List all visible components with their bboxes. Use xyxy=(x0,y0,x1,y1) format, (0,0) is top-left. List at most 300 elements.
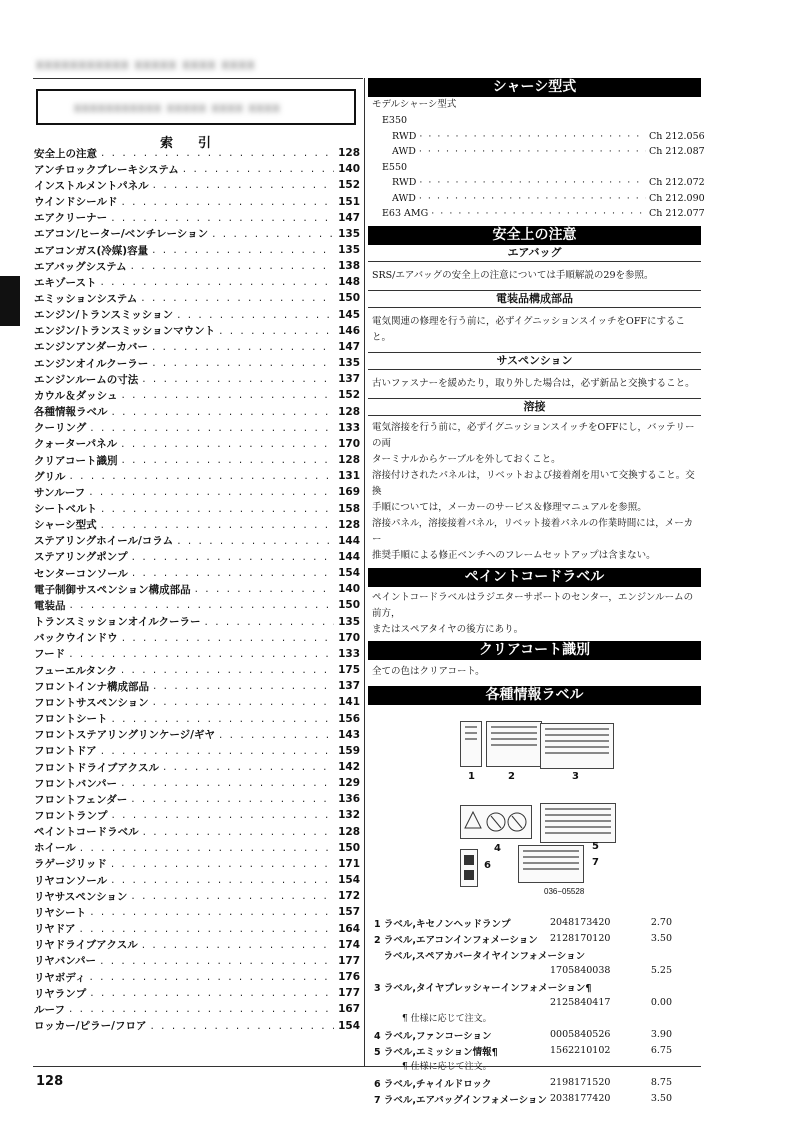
leader-dots xyxy=(90,987,334,999)
column-divider xyxy=(364,78,365,1066)
label-locations-figure xyxy=(368,715,701,915)
index-entry-title: アンチロックブレーキシステム xyxy=(34,163,179,176)
electrical-text: 電気関連の修理を行う前に，必ずイグニッションスイッチをOFFにすること。 xyxy=(372,315,686,343)
leader-dots xyxy=(69,1003,334,1015)
paint-code-text xyxy=(368,587,701,641)
leader-dots xyxy=(112,406,335,418)
thumb-index-tab xyxy=(0,276,20,326)
index-entry xyxy=(34,549,360,565)
welding-line: ターミナルからケーブルを外しておくこと。 xyxy=(372,453,561,465)
index-entry xyxy=(34,937,360,953)
index-entry-title: クリアコート識別 xyxy=(34,454,118,467)
index-list xyxy=(34,145,360,1034)
model-row xyxy=(368,206,705,222)
label-2-illustration xyxy=(486,721,542,767)
index-entry-page: 177 xyxy=(338,987,360,1000)
leader-dots xyxy=(100,276,334,288)
index-entry xyxy=(34,210,360,226)
index-entry xyxy=(34,177,360,193)
part-row xyxy=(368,1075,701,1091)
part-name: 1 ラベル,キセノンヘッドランプ xyxy=(374,918,511,930)
index-entry-title: フロントバンパー xyxy=(34,777,118,790)
right-column xyxy=(368,78,705,1107)
index-entry-title: フロントサスペンション xyxy=(34,696,149,709)
leader-dots xyxy=(121,389,334,401)
index-entry xyxy=(34,1017,360,1033)
index-entry-title: 各種情報ラベル xyxy=(34,406,108,419)
model-row xyxy=(368,191,705,207)
index-entry-title: シャーシ型式 xyxy=(34,519,97,532)
index-entry-page: 135 xyxy=(338,244,360,257)
index-entry-page: 148 xyxy=(338,276,360,289)
leader-dots xyxy=(70,599,335,611)
index-entry xyxy=(34,371,360,387)
index-entry xyxy=(34,307,360,323)
index-entry xyxy=(34,484,360,500)
part-price: 6.75 xyxy=(650,1045,672,1056)
index-entry-page: 152 xyxy=(338,179,360,192)
leader-dots xyxy=(121,454,334,466)
part-row xyxy=(368,1027,701,1043)
chassis-code: Ch 212.087 xyxy=(649,146,705,158)
airbag-text: SRS/エアバッグの安全上の注意については手順解説の29を参照。 xyxy=(372,269,654,281)
leader-dots xyxy=(143,826,334,838)
figure-number: 2 xyxy=(508,770,515,782)
index-entry xyxy=(34,630,360,646)
part-price: 3.50 xyxy=(650,1093,672,1104)
model-row xyxy=(368,113,701,129)
leader-dots xyxy=(177,535,334,547)
index-entry-title: 電子制御サスペンション構成部品 xyxy=(34,583,191,596)
index-entry-page: 132 xyxy=(338,809,360,822)
index-entry-title: センターコンソール xyxy=(34,567,128,580)
child-lock-icon xyxy=(461,850,477,886)
label-6-illustration xyxy=(460,849,478,887)
model-row xyxy=(368,160,701,176)
index-entry-page: 154 xyxy=(338,567,360,580)
model-row xyxy=(368,175,705,191)
leader-dots xyxy=(152,244,334,256)
figure-number: 5 xyxy=(592,840,599,852)
index-entry-page: 133 xyxy=(338,421,360,434)
index-entry xyxy=(34,161,360,177)
index-entry-title: ステアリングホイール/コラム xyxy=(34,535,174,548)
welding-line: 推奨手順による修正ベンチへのフレームセットアップは含まない。 xyxy=(372,549,656,561)
index-entry-page: 150 xyxy=(338,599,360,612)
leader-dots xyxy=(131,260,334,272)
welding-line: 電気溶接を行う前に，必ずイグニッションスイッチをOFFにし，バッテリーの両 xyxy=(372,421,695,449)
index-entry-page: 175 xyxy=(338,664,360,677)
index-entry-page: 129 xyxy=(338,777,360,790)
part-name: 3 ラベル,タイヤプレッシャーインフォメーション¶ xyxy=(374,982,592,994)
index-entry-page: 147 xyxy=(338,340,360,353)
index-entry-title: エアコンガス(冷媒)容量 xyxy=(34,244,149,257)
index-entry-title: エアコン/ヒーター/ベンチレーション xyxy=(34,228,209,241)
leader-dots xyxy=(419,131,646,142)
part-price: 3.90 xyxy=(650,1029,672,1040)
index-entry-page: 135 xyxy=(338,615,360,628)
index-entry xyxy=(34,904,360,920)
index-entry xyxy=(34,953,360,969)
index-entry-page: 150 xyxy=(338,292,360,305)
paint-line: またはスペアタイヤの後方にあり。 xyxy=(372,623,524,635)
index-entry xyxy=(34,145,360,161)
leader-dots xyxy=(142,939,334,951)
model-name: E350 xyxy=(382,115,408,127)
leader-dots xyxy=(152,357,334,369)
index-entry-title: シートベルト xyxy=(34,503,97,516)
index-entry-page: 135 xyxy=(338,357,360,370)
model-name: AWD xyxy=(392,146,416,158)
welding-line: 溶接付けされたパネルは，リベットおよび接着剤を用いて交換すること。交換 xyxy=(372,469,695,497)
index-entry-title: エキゾースト xyxy=(34,276,97,289)
index-entry-page: 137 xyxy=(338,680,360,693)
index-entry-title: エンジンルームの寸法 xyxy=(34,373,139,386)
part-number: 0005840526 xyxy=(550,1029,611,1040)
model-list xyxy=(368,113,705,222)
clear-coat-text: 全ての色はクリアコート。 xyxy=(372,665,485,677)
label-1-illustration xyxy=(460,721,482,767)
index-entry-page: 128 xyxy=(338,405,360,418)
index-entry-page: 146 xyxy=(338,324,360,337)
leader-dots xyxy=(419,177,646,188)
index-entry-title: ラゲージリッド xyxy=(34,858,107,871)
index-entry-page: 150 xyxy=(338,841,360,854)
index-entry xyxy=(34,1001,360,1017)
index-entry xyxy=(34,404,360,420)
index-entry-title: ルーフ xyxy=(34,1003,65,1016)
index-entry xyxy=(34,678,360,694)
electrical-subheading: 電装品構成部品 xyxy=(368,290,701,308)
index-entry-title: フロントフェンダー xyxy=(34,793,128,806)
page-header-blurred: xxxxxxxxxxx xxxxx xxxx xxxx xyxy=(36,56,256,73)
index-entry-page: 170 xyxy=(338,437,360,450)
leader-dots xyxy=(153,179,334,191)
index-entry xyxy=(34,775,360,791)
index-entry xyxy=(34,565,360,581)
part-name: ラベル,スペアカバータイヤインフォメーション xyxy=(374,950,586,962)
part-number: 2125840417 xyxy=(550,997,611,1008)
index-entry-title: リヤシート xyxy=(34,906,87,919)
leader-dots xyxy=(121,438,334,450)
leader-dots xyxy=(132,551,334,563)
label-7-illustration xyxy=(518,845,584,883)
leader-dots xyxy=(90,422,334,434)
leader-dots xyxy=(177,309,334,321)
leader-dots xyxy=(101,147,334,159)
leader-dots xyxy=(152,341,334,353)
index-entry xyxy=(34,888,360,904)
index-entry xyxy=(34,824,360,840)
chassis-code: Ch 212.077 xyxy=(649,208,705,220)
index-entry xyxy=(34,387,360,403)
leader-dots xyxy=(150,1020,334,1032)
leader-dots xyxy=(111,874,334,886)
index-entry-title: リヤランプ xyxy=(34,987,87,1000)
index-entry-title: エアクリーナー xyxy=(34,212,108,225)
index-entry xyxy=(34,581,360,597)
index-entry-title: トランスミッションオイルクーラー xyxy=(34,616,201,629)
index-entry xyxy=(34,646,360,662)
index-entry-title: ステアリングポンプ xyxy=(34,551,128,564)
part-row xyxy=(368,947,701,963)
index-entry-page: 156 xyxy=(338,712,360,725)
model-chassis-label: モデルシャーシ型式 xyxy=(372,99,457,110)
index-entry xyxy=(34,969,360,985)
leader-dots xyxy=(89,486,334,498)
index-entry xyxy=(34,743,360,759)
leader-dots xyxy=(121,196,334,208)
clear-coat-heading: クリアコート識別 xyxy=(368,641,701,660)
index-entry xyxy=(34,985,360,1001)
label-3-illustration xyxy=(540,723,614,769)
suspension-subheading: サスペンション xyxy=(368,352,701,370)
chassis-code: Ch 212.072 xyxy=(649,177,705,189)
index-entry-page: 143 xyxy=(338,728,360,741)
index-entry xyxy=(34,258,360,274)
index-entry-title: ロッカー/ピラー/フロア xyxy=(34,1020,147,1033)
bottom-rule xyxy=(33,1066,701,1067)
index-entry-title: フード xyxy=(34,648,66,661)
part-number: 2128170120 xyxy=(550,933,611,944)
index-entry xyxy=(34,468,360,484)
index-entry-title: クォーターパネル xyxy=(34,438,118,451)
leader-dots xyxy=(79,923,334,935)
leader-dots xyxy=(431,208,646,219)
index-entry-title: サンルーフ xyxy=(34,486,86,499)
leader-dots xyxy=(205,616,334,628)
index-entry-page: 164 xyxy=(338,922,360,935)
index-entry-title: グリル xyxy=(34,470,66,483)
welding-line: 手順については，メーカーのサービス＆修理マニュアルを参照。 xyxy=(372,501,647,513)
leader-dots xyxy=(163,761,334,773)
model-name: RWD xyxy=(392,177,417,189)
leader-dots xyxy=(112,809,335,821)
paint-line: ペイントコードラベルはラジエターサポートのセンター，エンジンルームの前方， xyxy=(372,591,694,619)
figure-number: 7 xyxy=(592,856,599,868)
leader-dots xyxy=(80,842,334,854)
index-entry xyxy=(34,872,360,888)
part-price: 0.00 xyxy=(650,997,672,1008)
index-entry-page: 177 xyxy=(338,954,360,967)
airbag-subheading: エアバッグ xyxy=(368,245,701,262)
figure-code: 036−05528 xyxy=(544,886,585,896)
index-entry-page: 171 xyxy=(338,857,360,870)
index-entry xyxy=(34,420,360,436)
welding-subheading: 溶接 xyxy=(368,398,701,416)
leader-dots xyxy=(89,971,334,983)
leader-dots xyxy=(132,567,334,579)
index-entry-title: 電装品 xyxy=(34,599,66,612)
model-name: AWD xyxy=(392,192,416,204)
part-name: 5 ラベル,エミッション情報¶ xyxy=(374,1046,498,1058)
index-entry-title: カウル＆ダッシュ xyxy=(34,389,118,402)
model-row xyxy=(368,144,705,160)
index-entry xyxy=(34,436,360,452)
index-entry xyxy=(34,355,360,371)
index-entry xyxy=(34,517,360,533)
index-entry xyxy=(34,274,360,290)
part-price: 5.25 xyxy=(650,965,672,976)
label-4-illustration xyxy=(460,805,532,839)
leader-dots xyxy=(153,680,334,692)
index-entry xyxy=(34,339,360,355)
parts-list xyxy=(368,915,701,1107)
index-entry-page: 137 xyxy=(338,373,360,386)
safety-heading: 安全上の注意 xyxy=(368,226,701,245)
figure-number: 1 xyxy=(468,770,475,782)
index-entry xyxy=(34,614,360,630)
index-entry-page: 167 xyxy=(338,1003,360,1016)
index-entry-page: 159 xyxy=(338,744,360,757)
part-number: 1562210102 xyxy=(550,1045,611,1056)
label-5-illustration xyxy=(540,803,616,843)
leader-dots xyxy=(122,632,334,644)
index-entry-title: リヤバンパー xyxy=(34,955,97,968)
leader-dots xyxy=(183,163,334,175)
index-entry-page: 144 xyxy=(338,534,360,547)
model-name: RWD xyxy=(392,130,417,142)
leader-dots xyxy=(111,212,334,224)
leader-dots xyxy=(131,890,334,902)
index-entry-title: リヤドア xyxy=(34,923,76,936)
leader-dots xyxy=(142,373,334,385)
part-number: 1705840038 xyxy=(550,965,611,976)
leader-dots xyxy=(219,325,334,337)
index-entry-title: エアバッグシステム xyxy=(34,260,127,273)
model-row xyxy=(368,129,705,145)
part-row xyxy=(368,963,701,979)
index-entry xyxy=(34,500,360,516)
index-entry-page: 154 xyxy=(338,874,360,887)
index-entry-page: 131 xyxy=(338,470,360,483)
part-price: 2.70 xyxy=(650,917,672,928)
leader-dots xyxy=(219,729,334,741)
index-entry-page: 135 xyxy=(338,227,360,240)
part-name: 6 ラベル,チャイルドロック xyxy=(374,1078,492,1090)
chassis-code: Ch 212.056 xyxy=(649,130,705,142)
index-entry-title: クーリング xyxy=(34,422,87,435)
index-entry-title: エンジンオイルクーラー xyxy=(34,357,149,370)
index-entry-page: 128 xyxy=(338,147,360,160)
leader-dots xyxy=(121,664,334,676)
leader-dots xyxy=(121,777,334,789)
leader-dots xyxy=(69,648,334,660)
index-entry-title: エンジン/トランスミッションマウント xyxy=(34,325,216,338)
index-entry-title: インストルメントパネル xyxy=(34,179,149,192)
index-entry-page: 133 xyxy=(338,647,360,660)
leader-dots xyxy=(112,713,335,725)
index-entry-title: フロントドア xyxy=(34,745,97,758)
index-entry-page: 157 xyxy=(338,906,360,919)
chassis-code: Ch 212.090 xyxy=(649,192,705,204)
part-price: 3.50 xyxy=(650,933,672,944)
index-entry-title: エンジンアンダーカバー xyxy=(34,341,148,354)
order-note: ¶ 仕様に応じて注文。 xyxy=(402,1013,492,1024)
leader-dots xyxy=(131,793,334,805)
index-entry-title: リヤサスペンション xyxy=(34,890,128,903)
index-entry xyxy=(34,193,360,209)
index-entry-page: 128 xyxy=(338,825,360,838)
index-entry-title: リヤコンソール xyxy=(34,874,108,887)
part-row xyxy=(368,931,701,947)
leader-dots xyxy=(111,858,334,870)
index-entry-page: 147 xyxy=(338,211,360,224)
suspension-text: 古いファスナーを緩めたり，取り外した場合は，必ず新品と交換すること。 xyxy=(372,377,695,389)
index-entry-page: 144 xyxy=(338,550,360,563)
part-row xyxy=(368,995,701,1011)
index-entry-page: 141 xyxy=(338,696,360,709)
index-title: 索 引 xyxy=(160,136,218,151)
index-entry-title: エミッションシステム xyxy=(34,292,138,305)
index-entry-title: フロントドライブアクスル xyxy=(34,761,159,774)
part-row xyxy=(368,1091,701,1107)
part-price: 8.75 xyxy=(650,1077,672,1088)
leader-dots xyxy=(419,146,646,157)
index-entry-page: 158 xyxy=(338,502,360,515)
index-entry-page: 151 xyxy=(338,195,360,208)
index-entry-page: 128 xyxy=(338,518,360,531)
index-entry xyxy=(34,791,360,807)
index-entry-page: 142 xyxy=(338,761,360,774)
index-entry xyxy=(34,662,360,678)
index-entry-page: 138 xyxy=(338,260,360,273)
leader-dots xyxy=(195,583,334,595)
index-entry-title: リヤボディ xyxy=(34,971,86,984)
part-number: 2048173420 xyxy=(550,917,611,928)
leader-dots xyxy=(70,470,335,482)
index-entry-page: 174 xyxy=(338,938,360,951)
welding-line: 溶接パネル，溶接接着パネル，リベット接着パネルの作業時間には，メーカー xyxy=(372,517,694,545)
index-entry-title: フロントランプ xyxy=(34,809,108,822)
index-entry-title: ペイントコードラベル xyxy=(34,826,139,839)
index-entry-title: フロントステアリングリンケージ/ギヤ xyxy=(34,729,215,742)
info-labels-heading: 各種情報ラベル xyxy=(368,686,701,705)
model-name: E63 AMG xyxy=(382,208,429,220)
index-entry-page: 128 xyxy=(338,454,360,467)
part-number: 2198171520 xyxy=(550,1077,611,1088)
part-name: 4 ラベル,ファンコーション xyxy=(374,1030,492,1042)
index-entry xyxy=(34,759,360,775)
model-name: E550 xyxy=(382,161,408,173)
leader-dots xyxy=(101,503,334,515)
index-entry xyxy=(34,727,360,743)
index-entry-page: 136 xyxy=(338,793,360,806)
leader-dots xyxy=(101,745,334,757)
vehicle-title-blurred: xxxxxxxxxxx xxxxx xxxx xxxx xyxy=(74,99,281,115)
index-entry xyxy=(34,533,360,549)
leader-dots xyxy=(100,955,334,967)
part-number: 2038177420 xyxy=(550,1093,611,1104)
leader-dots xyxy=(90,906,334,918)
index-entry xyxy=(34,242,360,258)
index-entry-title: エンジン/トランスミッション xyxy=(34,309,174,322)
leader-dots xyxy=(101,519,334,531)
index-entry xyxy=(34,226,360,242)
warning-fan-icon xyxy=(461,806,531,838)
index-entry-title: ホイール xyxy=(34,842,76,855)
index-entry-title: フューエルタンク xyxy=(34,664,117,677)
index-entry-page: 170 xyxy=(338,631,360,644)
index-entry xyxy=(34,694,360,710)
index-entry xyxy=(34,856,360,872)
index-entry-page: 152 xyxy=(338,389,360,402)
index-entry-page: 154 xyxy=(338,1019,360,1032)
leader-dots xyxy=(419,193,646,204)
figure-number: 3 xyxy=(572,770,579,782)
index-entry-page: 140 xyxy=(338,583,360,596)
index-entry xyxy=(34,290,360,306)
